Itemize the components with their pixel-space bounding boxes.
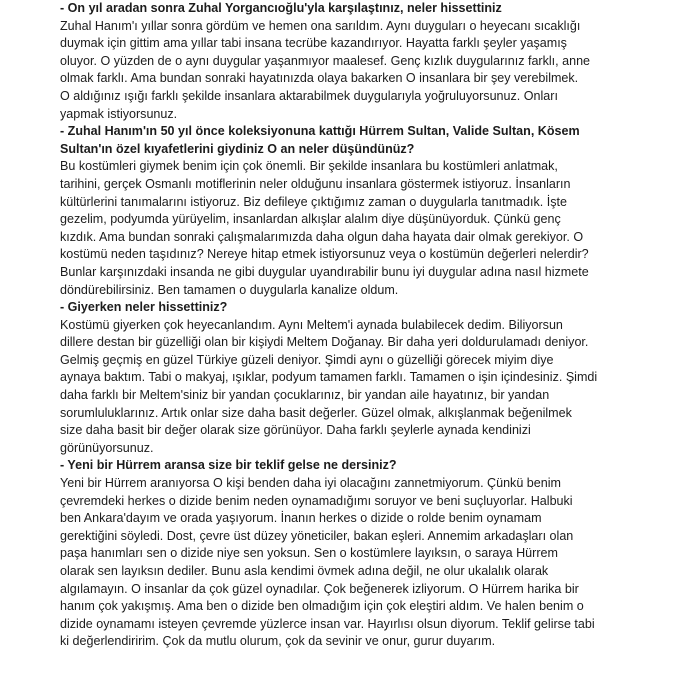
answer-line: Gelmiş geçmiş en güzel Türkiye güzeli deniyor. Şimdi aynı o güzelliği görecek miyim diye: [60, 352, 554, 367]
interview-question: [60, 299, 650, 317]
answer-line: gezelim, podyumda yürüyelim, insanlardan alkışlar alalım diye düşünüyorduk. Çünkü genç: [60, 212, 561, 227]
answer-line: Bu kostümleri giymek benim için çok önemli. Bir şekilde insanlara bu kostümleri anlatmak,: [60, 159, 558, 174]
answer-line: algılamayın. O insanlar da çok güzel oynadılar. Çok beğenerek izliyorum. O Hürrem harika bir: [60, 581, 579, 596]
interview-question: [60, 123, 650, 158]
answer-line: kostümü neden taşıdınız? Nereye hitap etmek istiyorsunuz veya o kostümün değerleri nelerdir?: [60, 247, 589, 262]
answer-line: olmak farklı. Ama bundan sonraki hayatınızda olaya bakarken O insanlara bir şey verebilmek.: [60, 71, 579, 86]
answer-line: dillere destan bir güzelliği olan bir kişiydi Meltem Doğanay. Bir daha yeri doldurulamadı deniyor.: [60, 335, 589, 350]
answer-line: ki değerlendiririm. Çok da mutlu olurum, çok da sevinir ve onur, gurur duyarım.: [60, 634, 496, 649]
question-line: - Yeni bir Hürrem aransa size bir teklif gelse ne dersiniz?: [60, 458, 397, 473]
interview-answer: [60, 475, 650, 651]
answer-line: sorumluluklarınız. Artık onlar size daha basit değerler. Güzel olmak, alkışlanmak beğenilmek: [60, 405, 572, 420]
answer-line: kızdık. Ama bundan sonraki çalışmalarımızda daha olgun daha hayata dair olmak gerekiyor. O: [60, 229, 584, 244]
interview-answer: [60, 158, 650, 299]
interview-question: [60, 0, 650, 18]
answer-line: yapmak istiyorsunuz.: [60, 106, 178, 121]
answer-line: gerektiğini söyledi. Dost, çevre üst düzey yöneticiler, bakan eşleri. Annemim arkadaşları olan: [60, 528, 574, 543]
answer-line: hanım çok yakışmış. Ama ben o dizide ben olmadığım için çok eleştiri aldım. Ve halen benim o: [60, 599, 584, 614]
answer-line: aynaya baktım. Tabi o makyaj, ışıklar, podyum tamamen farklı. Tamamen o işin içindesiniz. Şimdi: [60, 370, 598, 385]
question-line: - Giyerken neler hissettiniz?: [60, 300, 228, 315]
question-line: - Zuhal Hanım'ın 50 yıl önce koleksiyonuna kattığı Hürrem Sultan, Valide Sultan, Kösem: [60, 124, 580, 139]
answer-line: dizide oynamamı isteyen çevremde yüzlerce insan var. Hayırlısı olsun diyorum. Teklif gelirse tabi: [60, 616, 595, 631]
answer-line: Kostümü giyerken çok heyecanlandım. Aynı Meltem'i aynada bulabilecek dedim. Biliyorsun: [60, 317, 563, 332]
answer-line: paşa hanımları sen o dizide niye sen yoksun. Sen o kostümlere layıksın, o saraya Hürrem: [60, 546, 558, 561]
answer-line: daha farklı bir Meltem'siniz bir yandan çocuklarınız, bir yandan aile hayatınız, bir yandan: [60, 388, 550, 403]
question-line: - On yıl aradan sonra Zuhal Yorgancıoğlu'yla karşılaştınız, neler hissettiniz: [60, 1, 502, 15]
answer-line: kültürlerini tanımalarını istiyoruz. Biz defileye çıktığımız zaman o duygularla tanıtmadık. İşte: [60, 194, 567, 209]
answer-line: döndürebilirsiniz. Ben tamamen o duygularla kanalize oldum.: [60, 282, 399, 297]
interview-question: [60, 457, 650, 475]
interview-answer: [60, 18, 650, 124]
answer-line: O aldığınız ışığı farklı şekilde insanlara aktarabilmek duygularıyla yoğruluyorsunuz. Onları: [60, 88, 558, 103]
answer-line: görünüyorsunuz.: [60, 440, 154, 455]
answer-line: tarihini, gerçek Osmanlı motiflerinin neler olduğunu insanlara göstermek istiyoruz. İnsanların: [60, 176, 571, 191]
question-line: Sultan'ın özel kıyafetlerini giydiniz O an neler düşündünüz?: [60, 141, 415, 156]
answer-line: Bunlar karşınızdaki insanda ne gibi duygular uyandırabilir bunu iyi duygular adına nasıl hizmete: [60, 264, 589, 279]
answer-line: duymak için gittim ama yıllar tabi insana tecrübe kazandırıyor. Hayatta farklı şeyler yaşamış: [60, 36, 567, 51]
article-body: [60, 0, 650, 651]
answer-line: çevremdeki herkes o dizide benim neden oynamadığımı soruyor ve beni suçluyorlar. Halbuki: [60, 493, 573, 508]
answer-line: Zuhal Hanım'ı yıllar sonra gördüm ve hemen ona sarıldım. Aynı duyguları o heyecanı sıcaklığı: [60, 18, 581, 33]
answer-line: size daha basit bir değer olarak size görünüyor. Daha farklı şeylerle aynada kendinizi: [60, 423, 531, 438]
answer-line: oluyor. O yüzden de o aynı duygular yaşanmıyor maalesef. Genç kızlık duygularınız farklı, anne: [60, 53, 591, 68]
interview-answer: [60, 317, 650, 458]
answer-line: olarak sen layıksın dediler. Bunu asla kendimi övmek adına değil, ne olur ukalalık olarak: [60, 564, 549, 578]
answer-line: Yeni bir Hürrem aranıyorsa O kişi benden daha iyi olacağını zannetmiyorum. Çünkü benim: [60, 476, 561, 491]
answer-line: ben Ankara'dayım ve orada yaşıyorum. İnanın herkes o dizide o rolde benim oynamam: [60, 511, 542, 526]
